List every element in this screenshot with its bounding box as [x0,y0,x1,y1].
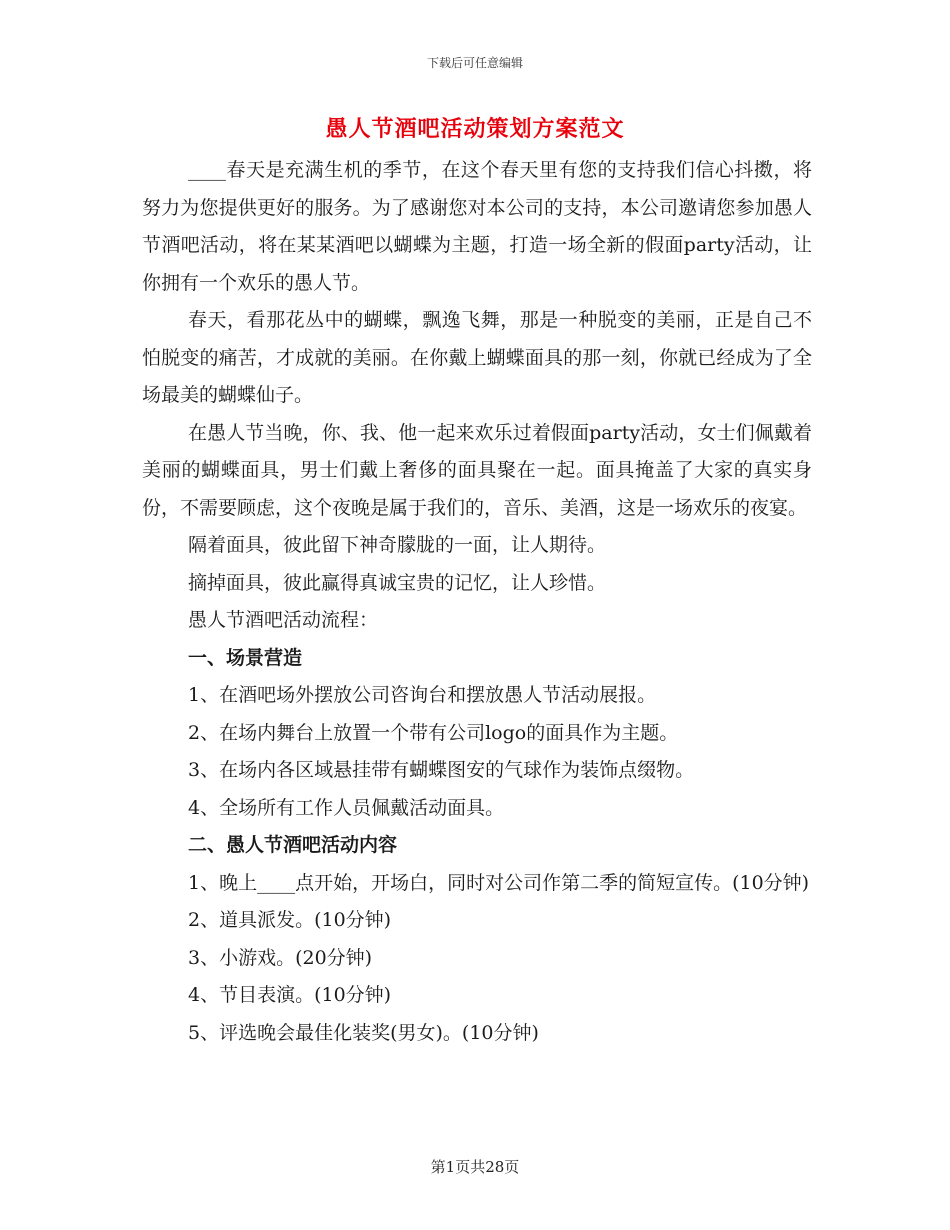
list-item: 2、道具派发。(10分钟) [188,909,392,931]
document-title: 愚人节酒吧活动策划方案范文 [325,117,625,142]
document-body [142,152,812,1052]
list-item: 4、全场所有工作人员佩戴活动面具。 [188,796,505,819]
paragraph-spring: 春天，看那花丛中的蝴蝶，飘逸飞舞，那是一种脱变的美丽，正是自己不怕脱变的痛苦，才成就的美丽。在你戴上蝴蝶面具的那一刻，你就已经成为了全场最美的蝴蝶仙子。 [142,309,812,406]
paragraph-process: 愚人节酒吧活动流程： [188,609,379,631]
list-item: 4、节目表演。(10分钟) [188,984,392,1006]
list-item: 3、小游戏。(20分钟) [188,946,373,969]
list-item: 1、在酒吧场外摆放公司咨询台和摆放愚人节活动展报。 [188,684,657,706]
list-item: 5、评选晚会最佳化装奖(男女)。(10分钟) [188,1021,539,1044]
list-item: 2、在场内舞台上放置一个带有公司logo的面具作为主题。 [188,721,679,744]
paragraph-mask-1: 隔着面具，彼此留下神奇朦胧的一面，让人期待。 [188,534,607,556]
paragraph-mask-2: 摘掉面具，彼此赢得真诚宝贵的记忆，让人珍惜。 [188,571,607,594]
section-heading-content: 二、愚人节酒吧活动内容 [188,834,398,856]
paragraph-intro: ____春天是充满生机的季节，在这个春天里有您的支持我们信心抖擞，将努力为您提供更好的服务。为了感谢您对本公司的支持，本公司邀请您参加愚人节酒吧活动，将在某某酒吧以蝴蝶为主题，打造一场全新的假面party活动，让你拥有一个欢乐的愚人节。 [142,159,812,294]
page-footer: 第1页共28页 [430,1158,520,1176]
header-note: 下载后可任意编辑 [426,56,523,70]
paragraph-night: 在愚人节当晚，你、我、他一起来欢乐过着假面party活动，女士们佩戴着美丽的蝴蝶面具，男士们戴上奢侈的面具聚在一起。面具掩盖了大家的真实身份，不需要顾虑，这个夜晚是属于我们的，音乐、美酒，这是一场欢乐的夜宴。 [142,421,812,519]
list-item: 3、在场内各区域悬挂带有蝴蝶图安的气球作为装饰点缀物。 [188,759,695,781]
section-heading-scene: 一、场景营造 [188,646,303,669]
list-item: 1、晚上____点开始，开场白，同时对公司作第二季的简短宣传。(10分钟) [188,871,810,894]
